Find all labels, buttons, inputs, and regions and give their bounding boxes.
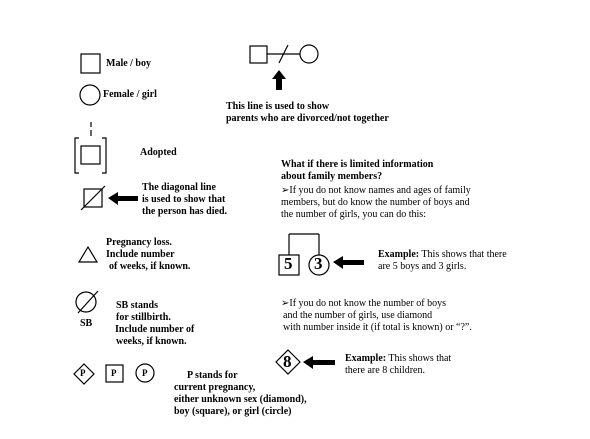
divorced-caption: This line is used to show parents who are divorced/not together [226,101,389,124]
stillbirth-symbol-icon [76,291,98,313]
left-arrow-icon [333,256,364,269]
example-2-caption: Example: This shows that there are 8 children. [345,353,452,376]
children-count: 8 [283,352,292,371]
example-1-label: Example: [378,249,420,260]
died-caption: The diagonal line is used to show that the person has died. [142,182,228,217]
limited-info-bullet-1: ➢If you do not know names and ages of family members, but do know the number of boys and the number of girls, you can do this: [281,185,471,220]
pregnancy-square-letter: P [111,368,117,378]
male-square-icon [81,54,100,73]
stillbirth-caption: SB stands for stillbirth. Include number of weeks, if known. [115,300,195,347]
current-pregnancy-caption: P stands for current pregnancy, either unknown sex (diamond), boy (square), or girl (circle) [174,370,307,417]
divorced-symbol-icon [250,45,318,63]
pregnancy-diamond-letter: P [80,368,86,378]
pregnancy-loss-caption: Pregnancy loss. Include number of weeks, if known. [106,237,191,272]
pregnancy-loss-triangle-icon [79,247,97,262]
limited-info-bullet-2: ➢If you do not know the number of boys and the number of girls, use diamond with number inside it (if total is known) or “?”. [281,298,472,333]
adopted-symbol-icon [75,122,106,173]
female-label: Female / girl [103,89,157,100]
limited-info-heading: What if there is limited information about family members? [281,159,434,182]
deceased-symbol-icon [81,186,105,210]
male-label: Male / boy [106,58,151,69]
sb-label: SB [80,318,93,329]
up-arrow-icon [272,70,286,90]
example-2-label: Example: [345,353,387,364]
pregnancy-circle-letter: P [142,368,148,378]
girls-count: 3 [314,254,323,273]
adopted-label: Adopted [140,147,177,158]
left-arrow-icon [303,356,335,369]
boys-count: 5 [284,254,293,273]
example-1-caption: Example: This shows that there are 5 boys and 3 girls. [378,249,507,272]
female-circle-icon [80,85,100,105]
left-arrow-icon [108,192,138,205]
